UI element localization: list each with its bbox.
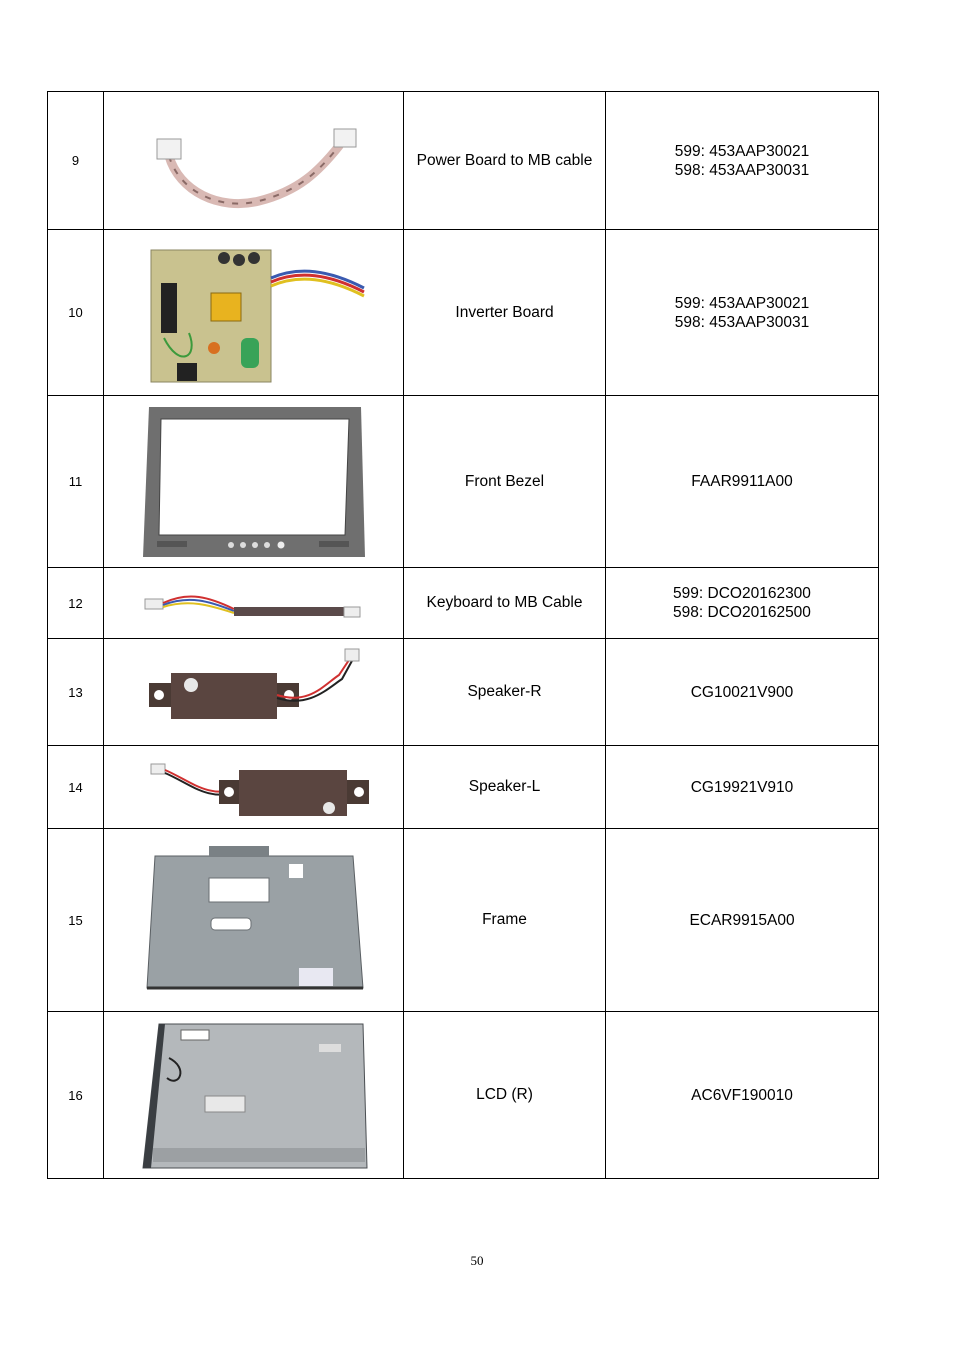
part-number: 599: 453AAP30021 (674, 294, 810, 312)
part-number-cell (606, 92, 879, 230)
part-description: Keyboard to MB Cable (404, 568, 606, 639)
table-row (48, 746, 879, 829)
part-number: 598: 453AAP30031 (674, 313, 810, 331)
front-bezel-photo (139, 403, 369, 561)
part-number: ECAR9915A00 (689, 911, 795, 929)
part-number-cell (606, 568, 879, 639)
table-row (48, 396, 879, 568)
part-description: Speaker-R (404, 639, 606, 746)
part-number: 598: 453AAP30031 (674, 161, 810, 179)
part-number: AC6VF190010 (691, 1086, 793, 1104)
part-number: 599: DCO20162300 (673, 585, 811, 602)
part-description: Power Board to MB cable (404, 92, 606, 230)
part-description: LCD (R) (404, 1012, 606, 1179)
part-number-cell (606, 1012, 879, 1179)
parts-table (47, 91, 879, 1179)
item-number: 10 (48, 230, 104, 396)
table-row (48, 230, 879, 396)
part-number: CG10021V900 (690, 683, 794, 701)
part-description: Frame (404, 829, 606, 1012)
part-number: FAAR9911A00 (691, 473, 793, 490)
frame-photo (139, 838, 369, 1003)
speaker-l-photo (139, 750, 369, 825)
power-board-cable-photo (139, 101, 369, 221)
part-number-cell (606, 230, 879, 396)
part-description: Front Bezel (404, 396, 606, 568)
part-number: 599: 453AAP30021 (674, 142, 810, 160)
part-number: CG19921V910 (690, 778, 794, 796)
item-number: 9 (48, 92, 104, 230)
part-description: Speaker-L (404, 746, 606, 829)
part-number-cell (606, 396, 879, 568)
item-number: 14 (48, 746, 104, 829)
table-row (48, 1012, 879, 1179)
part-number-cell (606, 829, 879, 1012)
table-row (48, 568, 879, 639)
speaker-r-photo (139, 645, 369, 740)
table-row (48, 639, 879, 746)
table-row (48, 829, 879, 1012)
keyboard-cable-photo (139, 573, 369, 633)
lcd-panel-photo (139, 1018, 369, 1173)
part-description: Inverter Board (404, 230, 606, 396)
item-number: 15 (48, 829, 104, 1012)
table-row (48, 92, 879, 230)
part-number-cell (606, 746, 879, 829)
item-number: 13 (48, 639, 104, 746)
item-number: 11 (48, 396, 104, 568)
part-number: 598: DCO20162500 (673, 604, 811, 621)
item-number: 16 (48, 1012, 104, 1179)
item-number: 12 (48, 568, 104, 639)
inverter-board-photo (139, 238, 369, 388)
page-number: 50 (470, 1253, 484, 1268)
part-number-cell (606, 639, 879, 746)
